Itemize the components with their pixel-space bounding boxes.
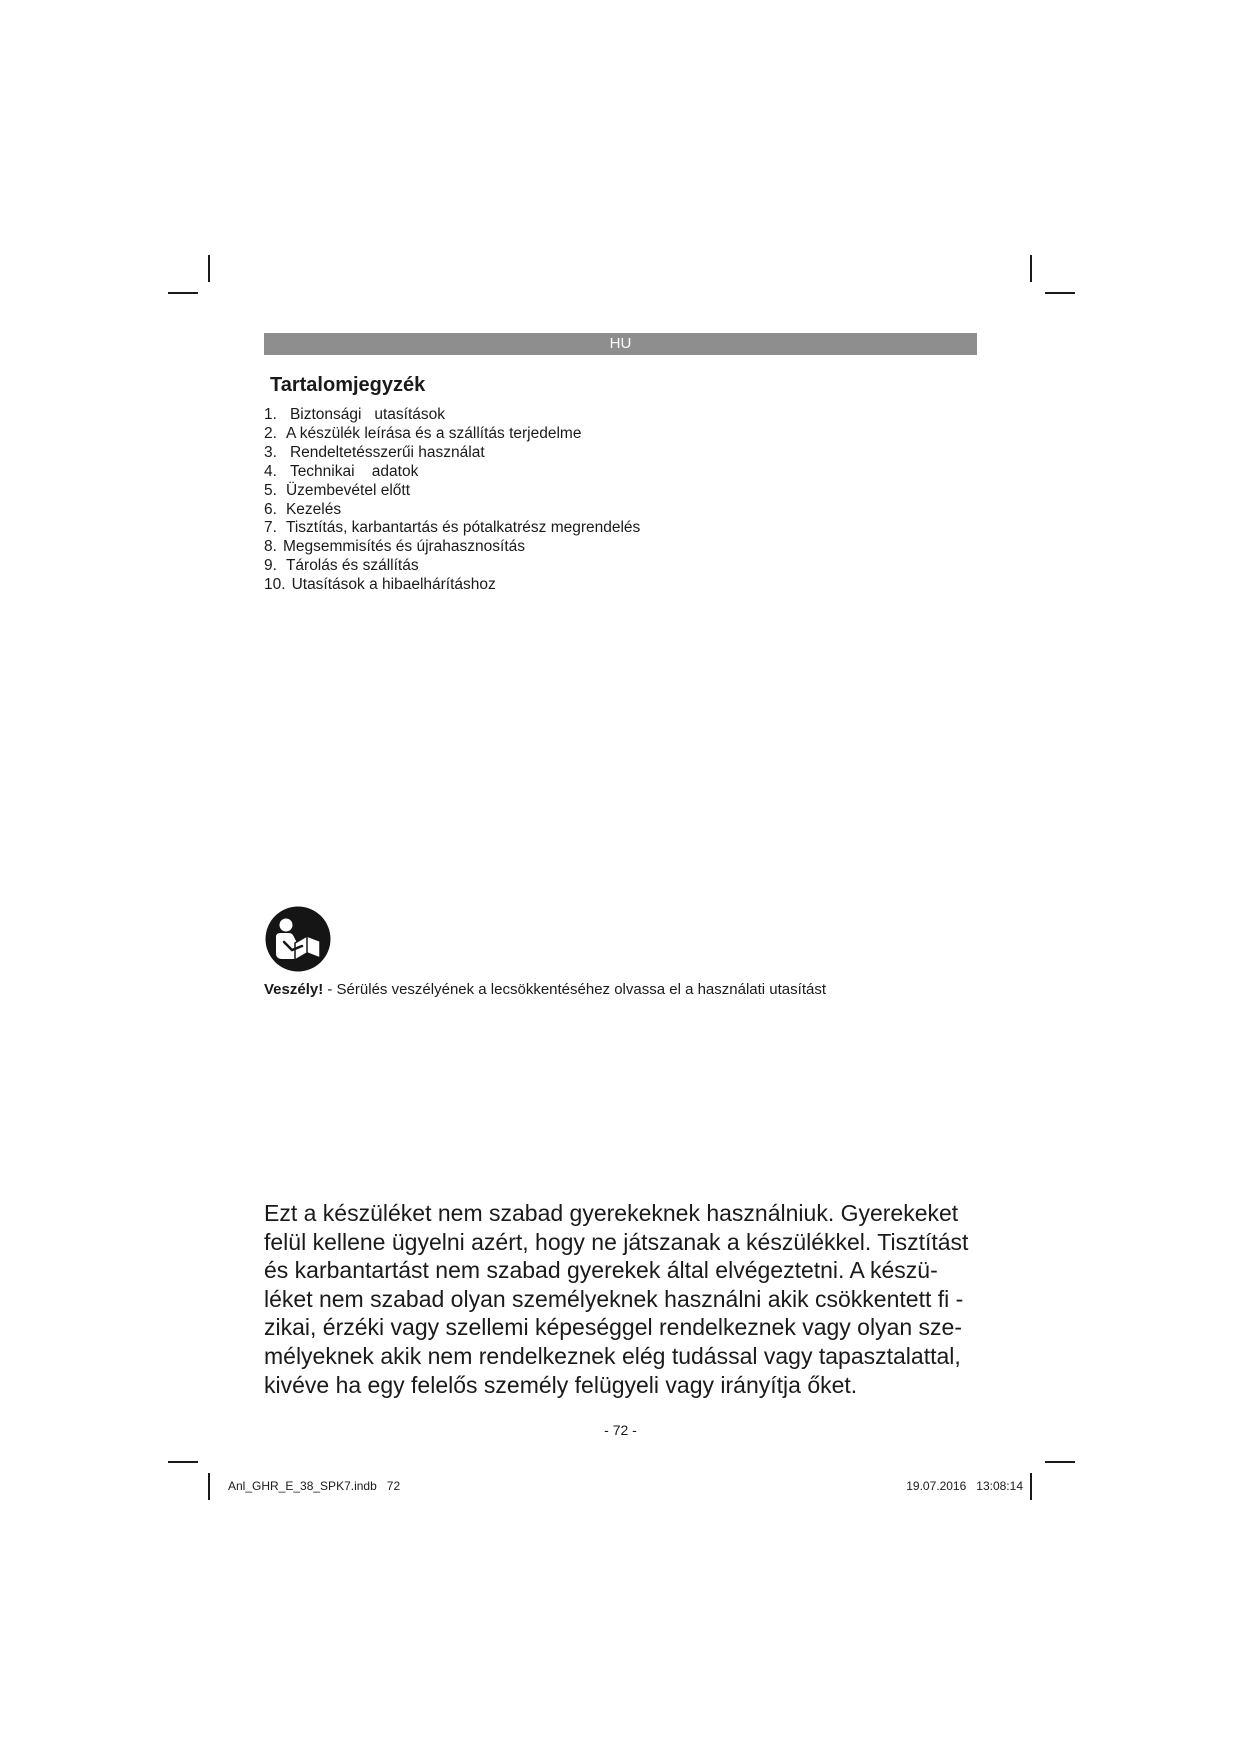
toc-item-number: 8. [264, 538, 277, 556]
toc-item-number: 1. [264, 406, 277, 423]
toc-item [264, 482, 640, 501]
crop-mark-top-right-vertical [1030, 255, 1032, 282]
paragraph-line: és karbantartást nem szabad gyerekek által elvégeztetni. A készü- [264, 1257, 938, 1284]
footer-timestamp: 19.07.2016 13:08:14 [906, 1479, 1023, 1493]
toc-item [264, 406, 640, 425]
toc-item [264, 538, 640, 557]
toc-item [264, 519, 640, 538]
toc-item [264, 425, 640, 444]
crop-mark-bottom-right-vertical [1030, 1473, 1032, 1500]
crop-mark-bottom-left-vertical [208, 1473, 210, 1500]
warning-label: Veszély! [264, 981, 324, 998]
crop-mark-top-left-vertical [208, 255, 210, 282]
toc-item [264, 557, 640, 576]
toc-item-label: Rendeltetésszerűi használat [289, 443, 485, 461]
paragraph-line: felül kellene ügyelni azért, hogy ne játszanak a készülékkel. Tisztítást [264, 1228, 969, 1255]
toc-item-label: Kezelés [285, 500, 342, 518]
toc-item-number: 10. [264, 576, 286, 594]
toc-item-label: Tisztítás, karbantartás és pótalkatrész megrendelés [285, 519, 641, 537]
toc-item-number: 7. [264, 519, 277, 537]
toc-title: Tartalomjegyzék [270, 374, 426, 396]
toc-item-label: Technikai adatok [289, 462, 419, 480]
paragraph-line: zikai, érzéki vagy szellemi képeséggel rendelkeznek vagy olyan sze- [264, 1314, 963, 1341]
toc-item [264, 501, 640, 520]
crop-mark-top-left-horizontal [168, 292, 198, 294]
toc-item-label: Biztonsági utasítások [289, 406, 446, 423]
toc-item-number: 6. [264, 500, 277, 518]
paragraph-line: léket nem szabad olyan személyeknek használni akik csökkentett fi - [264, 1285, 964, 1312]
paragraph-line: kivéve ha egy felelős személy felügyeli vagy irányítja őket. [264, 1371, 858, 1398]
toc-item [264, 576, 640, 595]
page-number: - 72 - [604, 1422, 637, 1438]
read-manual-icon [265, 906, 331, 972]
toc-item-label: Utasítások a hibaelhárításhoz [291, 576, 496, 594]
warning-note [264, 981, 826, 999]
warning-text: - Sérülés veszélyének a lecsökkentéséhez olvassa el a használati utasítást [327, 981, 826, 998]
crop-mark-bottom-left-horizontal [168, 1461, 198, 1463]
toc-item-number: 3. [264, 443, 277, 461]
toc-item-number: 5. [264, 481, 277, 499]
toc-item-label: A készülék leírása és a szállítás terjedelme [285, 424, 582, 442]
toc-item-number: 9. [264, 557, 277, 575]
paragraph-line: Ezt a készüléket nem szabad gyerekeknek használniuk. Gyerekeket [264, 1200, 959, 1226]
paragraph-line: mélyeknek akik nem rendelkeznek elég tudással vagy tapasztalattal, [264, 1342, 961, 1369]
toc-item-number: 2. [264, 424, 277, 442]
crop-mark-top-right-horizontal [1045, 292, 1075, 294]
toc-item [264, 444, 640, 463]
toc-item [264, 463, 640, 482]
toc-list [264, 406, 640, 595]
toc-item-number: 4. [264, 462, 277, 480]
toc-item-label: Tárolás és szállítás [285, 557, 419, 575]
language-header-bar [264, 333, 977, 355]
crop-mark-bottom-right-horizontal [1045, 1461, 1075, 1463]
safety-paragraph [264, 1199, 968, 1399]
toc-item-label: Megsemmisítés és újrahasznosítás [282, 538, 526, 556]
toc-item-label: Üzembevétel előtt [285, 481, 410, 499]
language-code: HU [609, 335, 632, 352]
footer-file-name: Anl_GHR_E_38_SPK7.indb 72 [228, 1479, 401, 1493]
